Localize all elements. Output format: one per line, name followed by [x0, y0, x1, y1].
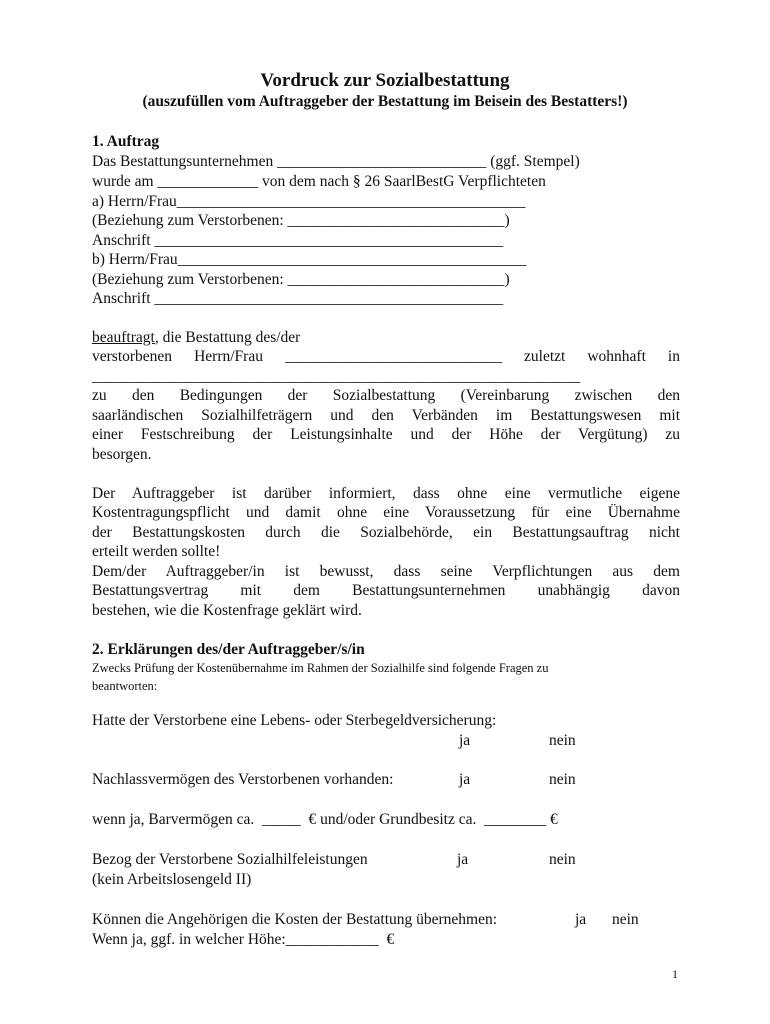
- versicherung-ja[interactable]: ja: [459, 732, 471, 749]
- angehoerige-nein[interactable]: nein: [612, 911, 639, 928]
- section-2-intro-line-1: Zwecks Prüfung der Kostenübernahme im Rahmen der Sozialhilfe sind folgende Fragen zu: [92, 661, 549, 675]
- document-subtitle: (auszufüllen vom Auftraggeber der Bestattung im Beisein des Bestatters!): [142, 93, 628, 110]
- line-a-anschrift: Anschrift _____________________________________________: [92, 232, 504, 249]
- line-wohnhaft-blank: _______________________________________________________________: [92, 368, 581, 385]
- page-number: 1: [672, 967, 678, 981]
- line-a-beziehung: (Beziehung zum Verstorbenen: ____________________________): [92, 212, 510, 229]
- para-informiert-line-1: Der Auftraggeber ist darüber informiert, dass ohne eine vermutliche eigene: [92, 485, 680, 502]
- nachlass-nein[interactable]: nein: [549, 771, 576, 788]
- nachlass-ja[interactable]: ja: [459, 771, 471, 788]
- line-verstorbenen: verstorbenen Herrn/Frau ____________________________ zuletzt wohnhaft in: [92, 348, 680, 365]
- section-2-intro-line-2: beantworten:: [92, 679, 158, 693]
- question-sozialhilfe-note: (kein Arbeitslosengeld II): [92, 871, 252, 888]
- section-1-heading: 1. Auftrag: [92, 133, 160, 150]
- para-bedingungen-line-3: einer Festschreibung der Leistungsinhalte und der Höhe der Vergütung) zu: [92, 426, 680, 443]
- sozialhilfe-ja[interactable]: ja: [457, 851, 469, 868]
- line-bestattungsunternehmen: Das Bestattungsunternehmen ___________________________ (ggf. Stempel): [92, 153, 580, 170]
- para-bewusst-line-1: Dem/der Auftraggeber/in ist bewusst, dass seine Verpflichtungen aus dem: [92, 563, 680, 580]
- para-informiert-line-2: Kostentragungspflicht und damit ohne eine Voraussetzung für eine Übernahme: [92, 504, 680, 521]
- beauftragt-rest: , die Bestattung des/der: [154, 329, 301, 346]
- angehoerige-ja[interactable]: ja: [575, 911, 587, 928]
- para-informiert-line-4: erteilt werden sollte!: [92, 543, 221, 560]
- para-bedingungen-line-1: zu den Bedingungen der Sozialbestattung (Vereinbarung zwischen den: [92, 387, 680, 404]
- para-bewusst-line-2: Bestattungsvertrag mit dem Bestattungsunternehmen unabhängig davon: [92, 582, 680, 599]
- line-b-herrn-frau: b) Herrn/Frau_____________________________________________: [92, 251, 527, 268]
- line-b-anschrift: Anschrift _____________________________________________: [92, 290, 504, 307]
- question-nachlass: Nachlassvermögen des Verstorbenen vorhanden:: [92, 771, 394, 788]
- para-bedingungen-line-2: saarländischen Sozialhilfeträgern und den Verbänden im Bestattungswesen mit: [92, 407, 680, 424]
- para-bewusst-line-3: bestehen, wie die Kostenfrage geklärt wird.: [92, 602, 362, 619]
- line-a-herrn-frau: a) Herrn/Frau_____________________________________________: [92, 193, 526, 210]
- para-bedingungen-line-4: besorgen.: [92, 446, 152, 463]
- question-versicherung: Hatte der Verstorbene eine Lebens- oder Sterbegeldversicherung:: [92, 712, 497, 729]
- line-b-beziehung: (Beziehung zum Verstorbenen: ____________________________): [92, 271, 510, 288]
- sozialhilfe-nein[interactable]: nein: [549, 851, 576, 868]
- question-angehoerige: Können die Angehörigen die Kosten der Bestattung übernehmen:: [92, 911, 498, 928]
- line-wurde-am: wurde am _____________ von dem nach § 26 SaarlBestG Verpflichteten: [92, 173, 546, 190]
- question-hoehe: Wenn ja, ggf. in welcher Höhe:____________ €: [92, 931, 395, 948]
- section-2-heading: 2. Erklärungen des/der Auftraggeber/s/in: [92, 641, 365, 658]
- document-title: Vordruck zur Sozialbestattung: [260, 70, 510, 91]
- question-sozialhilfe: Bezog der Verstorbene Sozialhilfeleistungen: [92, 851, 368, 868]
- beauftragt-word: beauftragt: [92, 329, 155, 346]
- para-informiert-line-3: der Bestattungskosten durch die Sozialbehörde, ein Bestattungsauftrag nicht: [92, 524, 680, 541]
- question-vermoegen: wenn ja, Barvermögen ca. _____ € und/oder Grundbesitz ca. ________ €: [92, 811, 558, 828]
- line-beauftragt: [92, 328, 300, 348]
- versicherung-nein[interactable]: nein: [549, 732, 576, 749]
